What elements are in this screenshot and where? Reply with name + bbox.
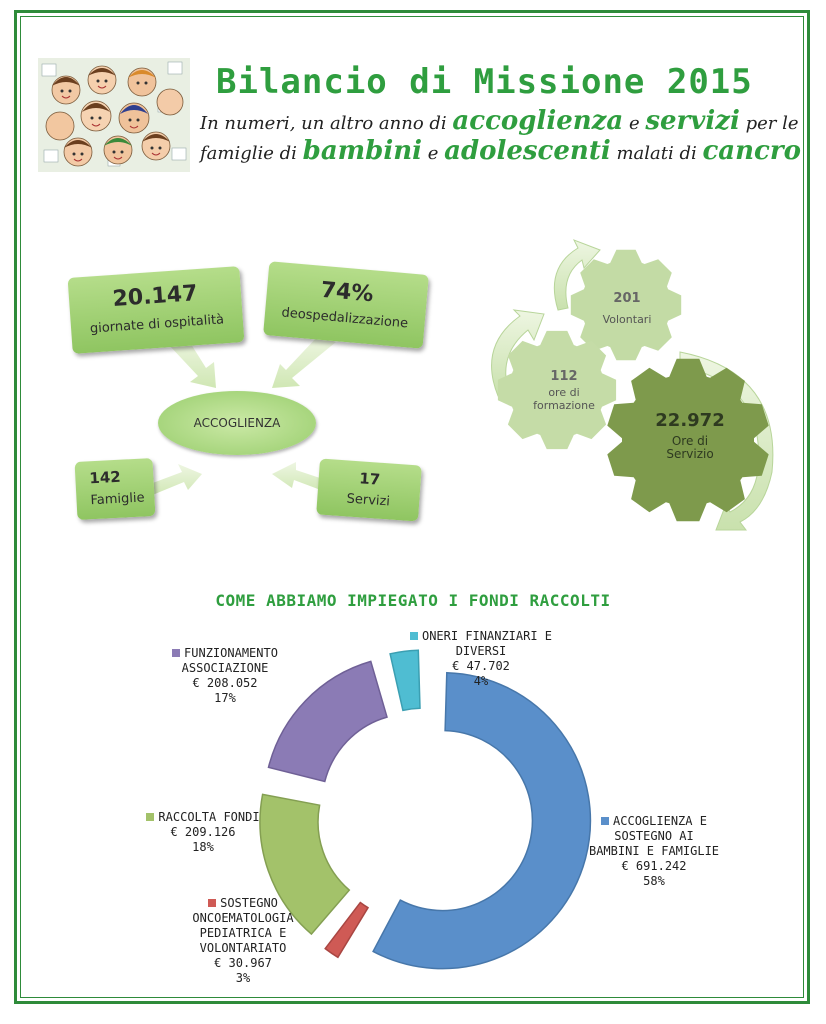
- servizio-label-1: Ore di: [671, 434, 709, 448]
- legend-label: ONCOEMATOLOGIA: [192, 911, 294, 925]
- accoglienza-label: ACCOGLIENZA: [193, 416, 281, 430]
- deospedalizzazione-label: deospedalizzazione: [280, 305, 409, 332]
- legend-label: SOSTEGNO AI: [614, 829, 694, 843]
- legend-amount: € 30.967: [214, 956, 272, 970]
- subtitle-highlight: bambini: [302, 136, 423, 166]
- servizio-value: 22.972: [655, 410, 725, 431]
- subtitle-text: In numeri, un altro anno di: [200, 113, 453, 134]
- legend-funzionamento: [160, 646, 290, 706]
- legend-accoglienza: [574, 814, 734, 889]
- legend-label: ASSOCIAZIONE: [181, 661, 269, 675]
- legend-label: DIVERSI: [455, 644, 507, 658]
- legend-sostegno: [168, 896, 318, 986]
- subtitle-highlight: servizi: [645, 106, 740, 136]
- subtitle-highlight: cancro: [702, 136, 801, 166]
- legend-amount: € 209.126: [170, 825, 236, 839]
- subtitle-text: malati di: [610, 143, 703, 164]
- legend-swatch: [601, 817, 609, 825]
- legend-label: ONERI FINANZIARI E: [421, 629, 553, 643]
- formazione-label-2: formazione: [533, 399, 595, 412]
- legend-label: PEDIATRICA E: [199, 926, 287, 940]
- legend-percent: 18%: [192, 840, 214, 854]
- legend-percent: 4%: [473, 674, 489, 688]
- legend-swatch: [410, 632, 418, 640]
- legend-label: SOSTEGNO: [220, 896, 278, 910]
- formazione-label-1: ore di: [548, 386, 580, 399]
- legend-percent: 17%: [214, 691, 236, 705]
- legend-label: FUNZIONAMENTO: [184, 646, 278, 660]
- legend-amount: € 208.052: [192, 676, 258, 690]
- legend-percent: 58%: [643, 874, 665, 888]
- famiglie-value: 142: [88, 467, 122, 488]
- legend-label: ACCOGLIENZA E: [613, 814, 707, 828]
- legend-amount: € 691.242: [621, 859, 687, 873]
- formazione-value: 112: [550, 369, 578, 384]
- giornate-value: 20.147: [111, 281, 199, 312]
- giornate-label: giornate di ospitalità: [89, 312, 225, 337]
- volontari-value: 201: [613, 291, 641, 306]
- page-title: Bilancio di Missione 2015: [216, 62, 753, 102]
- legend-label: RACCOLTA FONDI: [158, 810, 260, 824]
- funds-title: COME ABBIAMO IMPIEGATO I FONDI RACCOLTI: [215, 591, 611, 610]
- servizi-value: 17: [358, 469, 381, 489]
- legend-label: BAMBINI E FAMIGLIE: [588, 844, 720, 858]
- legend-swatch: [172, 649, 180, 657]
- subtitle-text: famiglie di: [200, 143, 303, 164]
- legend-swatch: [146, 813, 154, 821]
- subtitle-text: e: [623, 113, 646, 134]
- slice-accoglienza: [373, 673, 590, 969]
- famiglie-label: Famiglie: [90, 490, 145, 509]
- subtitle-text: per le: [739, 113, 799, 134]
- servizio-label-2: Servizio: [666, 447, 714, 461]
- subtitle-text: e: [422, 143, 445, 164]
- servizi-label: Servizi: [346, 491, 391, 510]
- subtitle-highlight: adolescenti: [444, 136, 611, 166]
- legend-raccolta: [138, 810, 268, 855]
- deospedalizzazione-value: 74%: [319, 277, 375, 308]
- subtitle-highlight: accoglienza: [452, 106, 624, 136]
- legend-oneri: [396, 629, 566, 689]
- legend-percent: 3%: [235, 971, 251, 985]
- legend-label: VOLONTARIATO: [199, 941, 287, 955]
- volontari-label: Volontari: [602, 313, 652, 326]
- legend-amount: € 47.702: [452, 659, 510, 673]
- legend-swatch: [208, 899, 216, 907]
